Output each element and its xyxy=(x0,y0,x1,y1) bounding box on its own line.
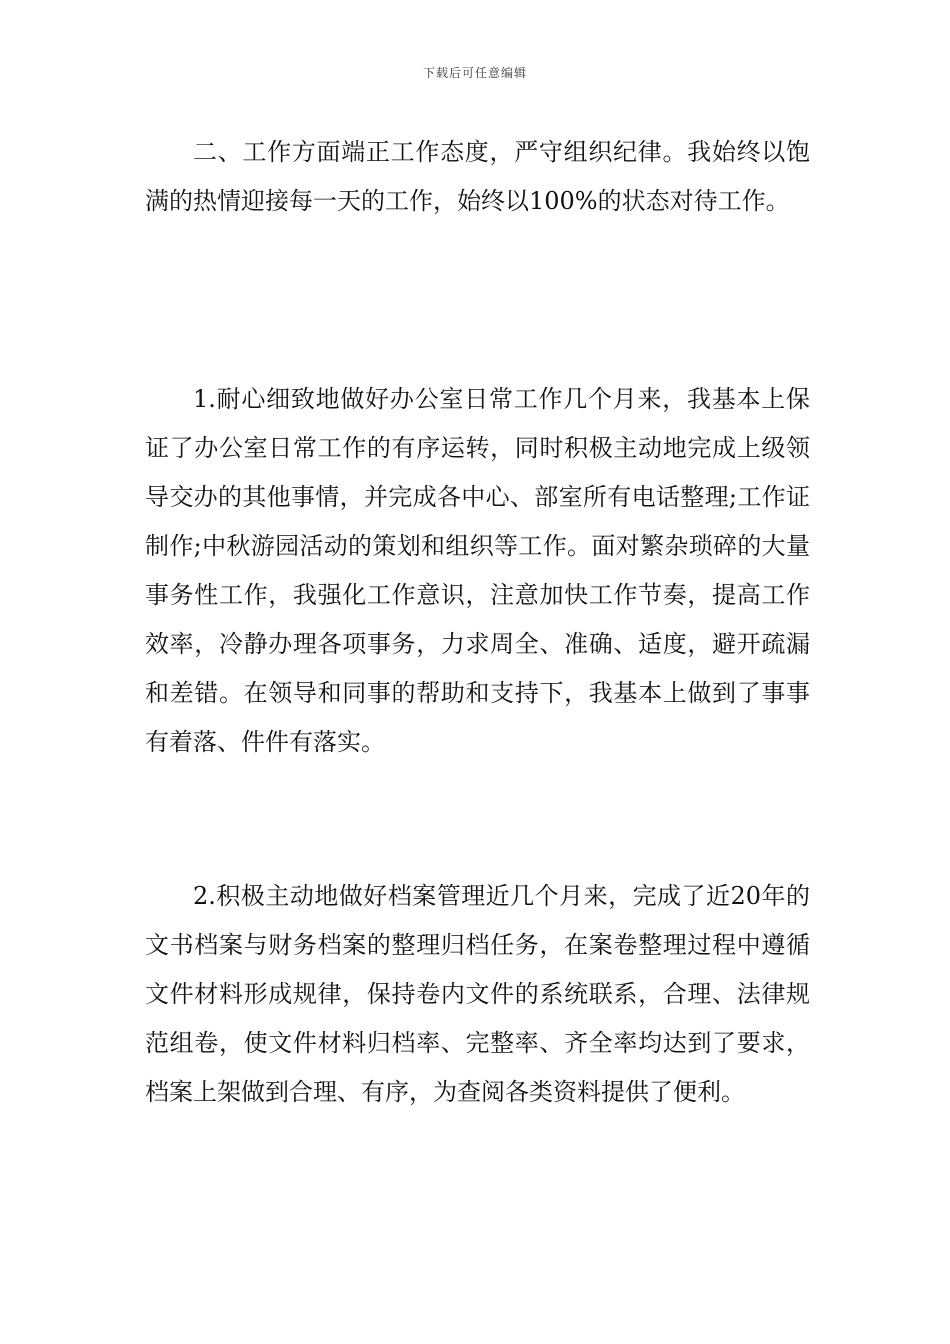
page-header-note: 下载后可任意编辑 xyxy=(422,66,527,80)
paragraph-archive-management: 2.积极主动地做好档案管理近几个月来，完成了近20年的文书档案与财务档案的整理归档任务，在案卷整理过程中遵循文件材料形成规律，保持卷内文件的系统联系，合理、法律规范组卷，使文件材料归档率、完整率、齐全率均达到了要求，档案上架做到合理、有序，为查阅各类资料提供了便利。 xyxy=(145,882,810,1106)
paragraph-office-daily-work: 1.耐心细致地做好办公室日常工作几个月来，我基本上保证了办公室日常工作的有序运转，同时积极主动地完成上级领导交办的其他事情，并完成各中心、部室所有电话整理;工作证制作;中秋游园活动的策划和组织等工作。面对繁杂琐碎的大量事务性工作，我强化工作意识，注意加快工作节奏，提高工作效率，冷静办理各项事务，力求周全、准确、适度，避开疏漏和差错。在领导和同事的帮助和支持下，我基本上做到了事事有着落、件件有落实。 xyxy=(145,385,810,756)
paragraph-work-attitude: 二、工作方面端正工作态度，严守组织纪律。我始终以饱满的热情迎接每一天的工作，始终以100%的状态对待工作。 xyxy=(145,138,810,215)
